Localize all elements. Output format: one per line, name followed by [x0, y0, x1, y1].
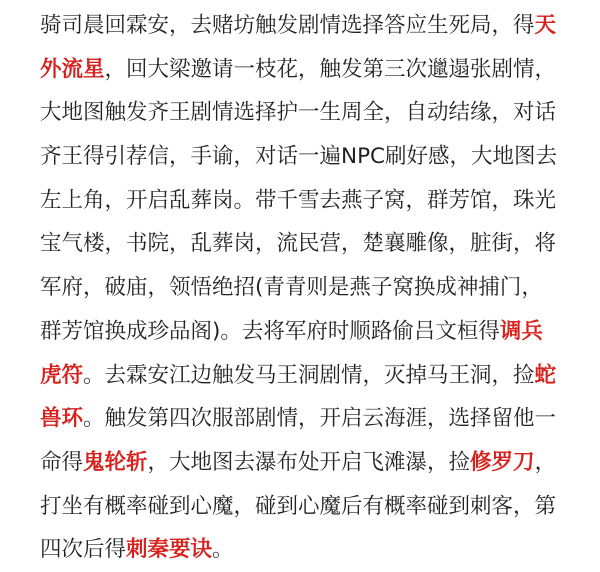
body-text: 。触发第四次服部剧情，开启云海涯，选择留他一: [83, 406, 557, 432]
body-text: 齐王得引荐信，手谕，对话一遍NPC刷好感，大地图去: [40, 144, 558, 170]
text-line: [40, 222, 570, 266]
highlighted-item-name: 蛇: [534, 362, 557, 388]
body-text: 群芳馆换成珍品阁)。去将军府时顺路偷吕文桓得: [40, 318, 500, 344]
body-text: 四次后得: [40, 537, 127, 563]
text-line: [40, 135, 570, 179]
highlighted-item-name: 虎符: [40, 362, 84, 388]
highlighted-item-name: 外流星: [40, 56, 105, 82]
body-text: 军府，破庙，领悟绝招(青青则是燕子窝换成神捕门，: [40, 275, 543, 301]
text-line: [40, 179, 570, 223]
text-line: [40, 485, 570, 529]
text-line: [40, 397, 570, 441]
body-text: 大地图触发齐王剧情选择护一生周全，自动结缘，对话: [40, 100, 557, 126]
highlighted-item-name: 修罗刀: [470, 449, 535, 475]
body-text: 。去霖安江边触发马王洞剧情，灭掉马王洞，捡: [83, 362, 535, 388]
text-line: [40, 91, 570, 135]
body-text: 宝气楼，书院，乱葬岗，流民营，楚襄雕像，脏街，将: [40, 231, 557, 257]
body-text: 骑司晨回霖安，去赌坊触发剧情选择答应生死局，得: [40, 13, 535, 38]
highlighted-item-name: 天: [534, 13, 557, 38]
body-text: 左上角，开启乱葬岗。带千雪去燕子窝，群芳馆，珠光: [40, 187, 557, 213]
text-line: [40, 528, 570, 572]
body-text: ，大地图去瀑布处开启飞滩瀑，捡: [147, 449, 471, 475]
body-text: ，: [534, 449, 557, 475]
text-line: [40, 441, 570, 485]
highlighted-item-name: 鬼轮斩: [83, 449, 148, 475]
highlighted-item-name: 兽环: [40, 406, 84, 432]
article-paragraph: [40, 4, 570, 572]
text-line: [40, 4, 570, 48]
body-text: 打坐有概率碰到心魔，碰到心魔后有概率碰到刺客，第: [40, 493, 557, 519]
text-line: [40, 266, 570, 310]
text-line: [40, 354, 570, 398]
highlighted-item-name: 刺秦要诀: [126, 537, 213, 563]
body-text: 命得: [40, 449, 84, 475]
text-line: [40, 310, 570, 354]
body-text: ，回大梁邀请一枝花，触发第三次邋遢张剧情，: [104, 56, 557, 82]
body-text: 。: [212, 537, 234, 563]
highlighted-item-name: 调兵: [499, 318, 543, 344]
text-line: [40, 48, 570, 92]
